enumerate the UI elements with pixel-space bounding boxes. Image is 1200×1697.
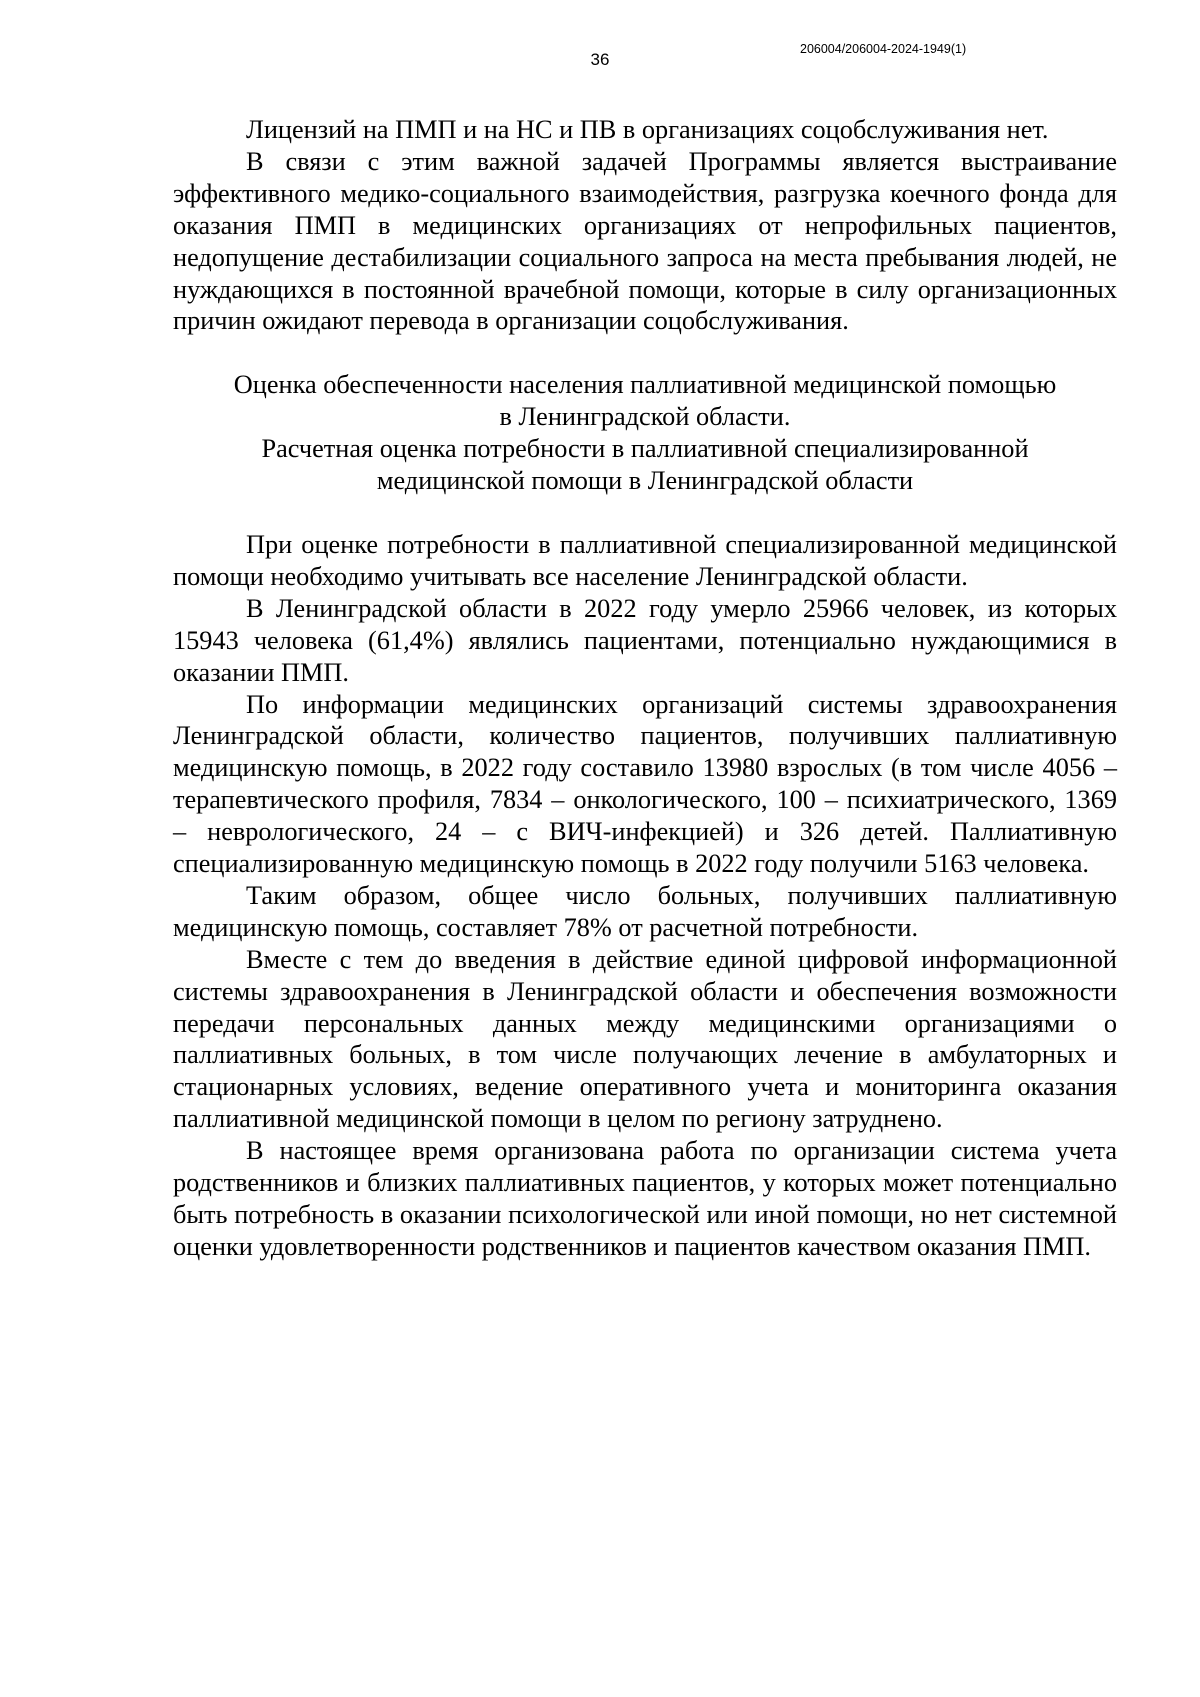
section-heading-line-3: Расчетная оценка потребности в паллиативной специализированной <box>261 434 1029 464</box>
section-heading-line-4: медицинской помощи в Ленинградской области <box>376 466 914 496</box>
page-number: 36 <box>590 50 610 69</box>
section-heading-line-1: Оценка обеспеченности населения паллиативной медицинской помощью <box>233 370 1057 400</box>
body-paragraph-1: При оценке потребности в паллиативной специализированной медицинской помощи необходимо учитывать все население Ленинградской области. <box>173 529 1117 591</box>
intro-paragraph-2: В связи с этим важной задачей Программы является выстраивание эффективного медико-социального взаимодействия, разгрузка коечного фонда для оказания ПМП в медицинских организациях от непрофильных пациентов, недопущение дестабилизации социального запроса на места пребывания людей, не нуждающихся в постоянной врачебной помощи, которые в силу организационных причин ожидают перевода в организации соцобслуживания. <box>173 146 1117 336</box>
section-heading-line-2: в Ленинградской области. <box>499 402 791 432</box>
document-body <box>173 114 1117 1263</box>
body-paragraph-4: Таким образом, общее число больных, получивших паллиативную медицинскую помощь, составляет 78% от расчетной потребности. <box>173 880 1117 942</box>
body-paragraph-6: В настоящее время организована работа по организации система учета родственников и близких паллиативных пациентов, у которых может потенциально быть потребность в оказании психологической или иной помощи, но нет системной оценки удовлетворенности родственников и пациентов качеством оказания ПМП. <box>173 1136 1117 1261</box>
body-paragraph-2: В Ленинградской области в 2022 году умерло 25966 человек, из которых 15943 человека (61,4%) являлись пациентами, потенциально нуждающимися в оказании ПМП. <box>173 593 1117 687</box>
intro-paragraph-1: Лицензий на ПМП и на НС и ПВ в организациях соцобслуживания нет. <box>246 115 1049 144</box>
body-paragraph-5: Вместе с тем до введения в действие единой цифровой информационной системы здравоохранения в Ленинградской области и обеспечения возможности передачи персональных данных между медицинскими организациями о паллиативных больных, в том числе получающих лечение в амбулаторных и стационарных условиях, ведение оперативного учета и мониторинга оказания паллиативной медицинской помощи в целом по региону затруднено. <box>173 944 1117 1134</box>
section-heading <box>173 369 1117 497</box>
document-id: 206004/206004-2024-1949(1) <box>800 42 967 56</box>
body-paragraph-3: По информации медицинских организаций системы здравоохранения Ленинградской области, количество пациентов, получивших паллиативную медицинскую помощь, в 2022 году составило 13980 взрослых (в том числе 4056 – терапевтического профиля, 7834 – онкологического, 100 – психиатрического, 1369 – неврологического, 24 – с ВИЧ-инфекцией) и 326 детей. Паллиативную специализированную медицинскую помощь в 2022 году получили 5163 человека. <box>173 689 1117 879</box>
